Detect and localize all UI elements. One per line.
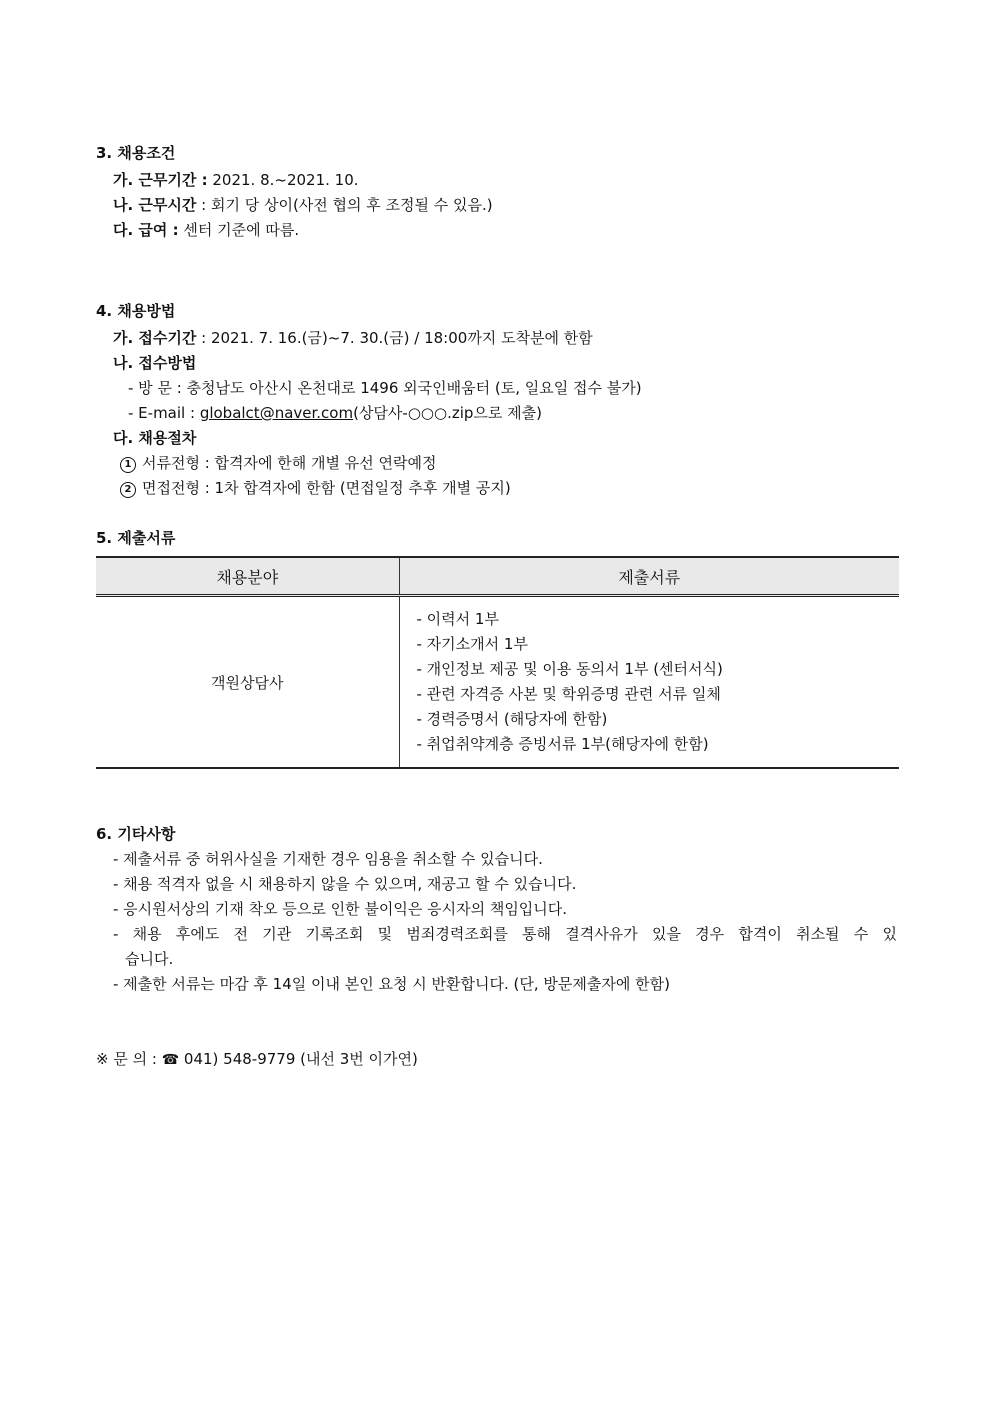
application-period-text: : 2021. 7. 16.(금)~7. 30.(금) / 18:00까지 도착분에 한함 xyxy=(196,329,593,347)
visit-line: - 방 문 : 충청남도 아산시 온천대로 1496 외국인배움터 (토, 일요일 접수 불가) xyxy=(128,379,642,397)
notice-item: - 채용 후에도 전 기관 기록조회 및 범죄경력조회를 통해 결격사유가 있을 경우 합격이 취소될 수 있 xyxy=(113,925,897,943)
phone-icon: ☎ xyxy=(161,1052,180,1068)
procedure-label: 다. 채용절차 xyxy=(113,429,197,447)
salary-line xyxy=(113,220,299,240)
contact-text: 041) 548-9779 (내선 3번 이가연) xyxy=(179,1050,418,1068)
salary-text: 센터 기준에 따름. xyxy=(178,221,300,239)
procedure-step xyxy=(120,453,436,473)
email-link[interactable]: globalct@naver.com xyxy=(199,404,354,422)
list-item: - 관련 자격증 사본 및 학위증명 관련 서류 일체 xyxy=(416,685,721,703)
documents-cell xyxy=(399,596,899,769)
section-4-heading: 4. 채용방법 xyxy=(96,302,176,320)
header-field: 채용분야 xyxy=(96,557,399,596)
list-item: - 자기소개서 1부 xyxy=(416,635,528,653)
list-item: - 경력증명서 (해당자에 한함) xyxy=(416,710,608,728)
section-3-heading: 3. 채용조건 xyxy=(96,144,176,162)
list-item: - 이력서 1부 xyxy=(416,610,499,628)
documents-list xyxy=(400,607,900,757)
work-period-text: 2021. 8.~2021. 10. xyxy=(207,171,359,189)
contact-prefix: ※ 문 의 : xyxy=(96,1050,162,1068)
header-documents: 제출서류 xyxy=(399,557,899,596)
email-prefix: - E-mail : xyxy=(128,404,200,422)
notice-item: - 응시원서상의 기재 착오 등으로 인한 불이익은 응시자의 책임입니다. xyxy=(113,900,568,918)
salary-label: 다. 급여 : xyxy=(113,221,179,239)
work-hours-label: 나. 근무시간 xyxy=(113,196,197,214)
work-period-label: 가. 근무기간 : xyxy=(113,171,208,189)
procedure-step xyxy=(120,478,511,498)
section-5-heading: 5. 제출서류 xyxy=(96,529,176,547)
work-hours-text: : 회기 당 상이(사전 협의 후 조정될 수 있음.) xyxy=(196,196,493,214)
work-hours-line xyxy=(113,195,493,215)
email-line xyxy=(128,403,542,423)
table-row xyxy=(96,596,899,769)
field-cell: 객원상담사 xyxy=(96,596,399,769)
step-text: 면접전형 : 1차 합격자에 한함 (면접일정 추후 개별 공지) xyxy=(142,479,511,497)
application-method-label: 나. 접수방법 xyxy=(113,354,197,372)
contact-line xyxy=(96,1049,418,1069)
table-header-row xyxy=(96,557,899,596)
step-number-badge: 2 xyxy=(120,482,136,498)
documents-table xyxy=(96,556,899,769)
notice-item: - 제출서류 중 허위사실을 기재한 경우 임용을 취소할 수 있습니다. xyxy=(113,850,543,868)
work-period-line xyxy=(113,170,359,190)
step-number-badge: 1 xyxy=(120,457,136,473)
application-period-line xyxy=(113,328,593,348)
step-text: 서류전형 : 합격자에 한해 개별 유선 연락예정 xyxy=(142,454,437,472)
notice-item-continued: 습니다. xyxy=(125,950,174,968)
list-item: - 개인정보 제공 및 이용 동의서 1부 (센터서식) xyxy=(416,660,723,678)
notice-item: - 채용 적격자 없을 시 채용하지 않을 수 있으며, 재공고 할 수 있습니다. xyxy=(113,875,577,893)
notice-item: - 제출한 서류는 마감 후 14일 이내 본인 요청 시 반환합니다. (단, 방문제출자에 한함) xyxy=(113,975,670,993)
section-6-heading: 6. 기타사항 xyxy=(96,825,176,843)
list-item: - 취업취약계층 증빙서류 1부(해당자에 한함) xyxy=(416,735,709,753)
application-period-label: 가. 접수기간 xyxy=(113,329,197,347)
email-suffix: (상담사-○○○.zip으로 제출) xyxy=(353,404,543,422)
